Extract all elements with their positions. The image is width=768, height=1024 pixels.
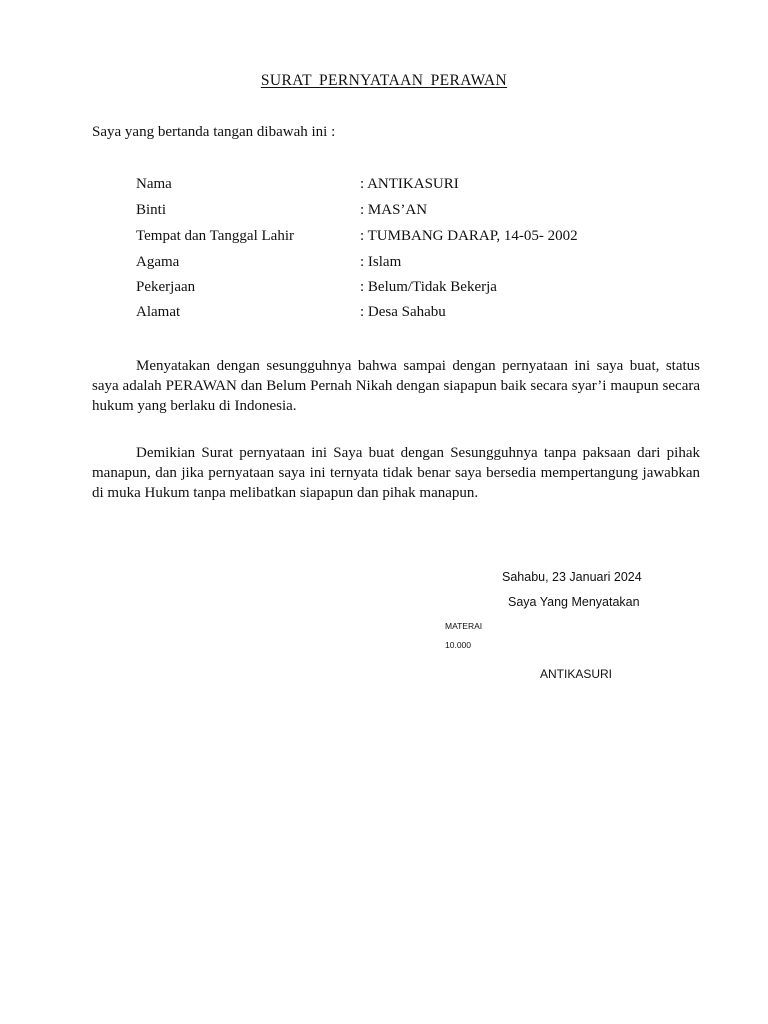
field-label-pekerjaan: Pekerjaan — [136, 279, 196, 295]
signature-role: Saya Yang Menyatakan — [508, 595, 640, 609]
field-value-binti: : MAS’AN — [360, 202, 428, 218]
field-row-agama — [136, 254, 696, 276]
field-row-nama — [136, 176, 696, 198]
field-value-pekerjaan: : Belum/Tidak Bekerja — [360, 279, 497, 295]
closing-paragraph: Demikian Surat pernyataan ini Saya buat dengan Sesungguhnya tanpa paksaan dari pihak manapun, dan jika pernyataan saya ini ternyata tidak benar saya bersedia mempertangung jawabkan di muka Hukum tanpa melibatkan siapapun dan pihak manapun. — [92, 445, 700, 501]
field-label-binti: Binti — [136, 202, 167, 218]
field-value-agama: : Islam — [360, 254, 402, 270]
field-label-nama: Nama — [136, 176, 172, 192]
field-row-pekerjaan — [136, 279, 696, 301]
field-row-tempat-tanggal-lahir — [136, 228, 696, 250]
statement-paragraph: Menyatakan dengan sesungguhnya bahwa sampai dengan pernyataan ini saya buat, status saya adalah PERAWAN dan Belum Pernah Nikah dengan siapapun baik secara syar’i maupun secara hukum yang berlaku di Indonesia. — [92, 358, 700, 414]
materai-label: MATERAI — [445, 621, 483, 631]
field-value-alamat: : Desa Sahabu — [360, 304, 446, 320]
intro-text: Saya yang bertanda tangan dibawah ini : — [92, 124, 336, 140]
field-label-alamat: Alamat — [136, 304, 181, 320]
document-title: SURAT PERNYATAAN PERAWAN — [260, 72, 508, 89]
field-label-tempat-tanggal-lahir: Tempat dan Tanggal Lahir — [136, 228, 294, 244]
field-value-tempat-tanggal-lahir: : TUMBANG DARAP, 14-05- 2002 — [360, 228, 578, 244]
field-value-nama: : ANTIKASURI — [360, 176, 459, 192]
field-row-binti — [136, 202, 696, 224]
signature-place-date: Sahabu, 23 Januari 2024 — [502, 570, 642, 584]
materai-value: 10.000 — [445, 640, 471, 650]
signature-name: ANTIKASURI — [540, 667, 613, 681]
field-row-alamat — [136, 304, 696, 326]
field-label-agama: Agama — [136, 254, 180, 270]
